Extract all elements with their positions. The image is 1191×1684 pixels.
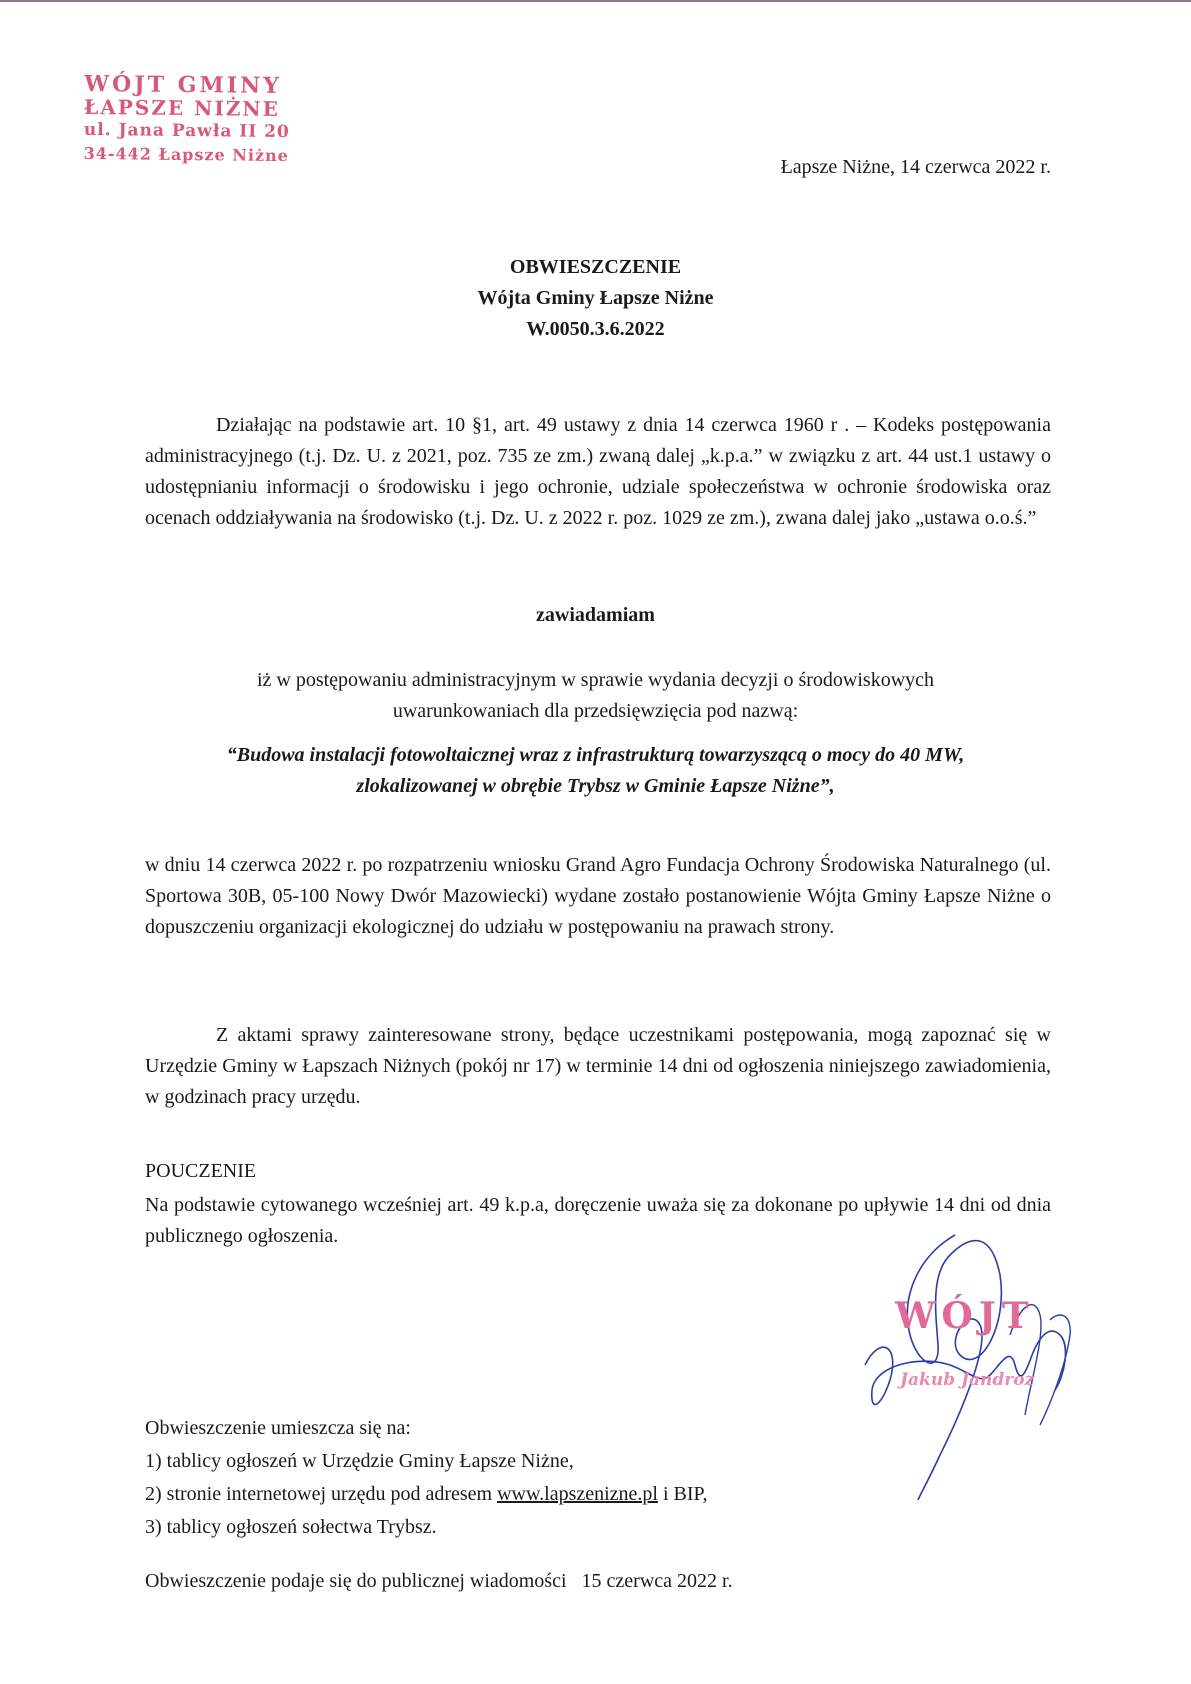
placement-item-3: 3) tablicy ogłoszeń sołectwa Trybsz. — [145, 1516, 437, 1538]
stamp-line-1: WÓJT GMINY — [84, 70, 283, 99]
case-description — [0, 665, 1191, 727]
files-paragraph: Z aktami sprawy zainteresowane strony, będące uczestnikami postępowania, mogą zapoznać się w Urzędzie Gminy w Łapszach Niżnych (pokój nr 17) w terminie 14 dni od ogłoszenia niniejszego zawiadomienia, w godzinach pracy urzędu. — [145, 1024, 1051, 1108]
office-stamp — [83, 70, 291, 167]
placement-list — [145, 1412, 707, 1544]
document-reference: W.0050.3.6.2022 — [526, 318, 665, 340]
top-border-line — [0, 0, 1191, 2]
stamp-line-2: ŁAPSZE NIŻNE — [84, 94, 281, 121]
place-and-date: Łapsze Niżne, 14 czerwca 2022 r. — [780, 156, 1051, 178]
document-subtitle: Wójta Gminy Łapsze Niżne — [477, 287, 714, 309]
document-title: OBWIESZCZENIE — [509, 256, 682, 278]
placement-item-2-text: 2) stronie internetowej urzędu pod adresem — [145, 1483, 498, 1505]
decision-paragraph: w dniu 14 czerwca 2022 r. po rozpatrzeniu wniosku Grand Agro Fundacja Ochrony Środowiska Naturalnego (ul. Sportowa 30B, 05-100 Nowy Dwór Mazowiecki) wydane zostało postanowienie Wójta Gminy Łapsze Niżne o dopuszczeniu organizacji ekologicznej do udziału w postępowaniu na prawach strony. — [145, 854, 1051, 938]
document-heading — [0, 252, 1191, 345]
placement-item-2 — [145, 1478, 707, 1511]
signature-name: Jakub Jandroz — [900, 1370, 1035, 1390]
placement-item-1: 1) tablicy ogłoszeń w Urzędzie Gminy Łapsze Niżne, — [145, 1450, 574, 1472]
stamp-line-3: ul. Jana Pawła II 20 — [83, 119, 290, 143]
project-title — [0, 740, 1191, 802]
placement-intro: Obwieszczenie umieszcza się na: — [145, 1417, 411, 1439]
stamp-line-4: 34-442 Łapsze Niżne — [83, 143, 289, 166]
placement-item-2-suffix: i BIP, — [657, 1483, 708, 1505]
handwritten-signature — [860, 1215, 1080, 1505]
project-title-line-1: “Budowa instalacji fotowoltaicznej wraz z infrastrukturą towarzyszącą o mocy do 40 MW, — [226, 744, 965, 766]
publication-line: Obwieszczenie podaje się do publicznej wiadomości 15 czerwca 2022 r. — [145, 1570, 733, 1592]
project-title-line-2: zlokalizowanej w obrębie Trybsz w Gminie Łapsze Niżne”, — [356, 775, 835, 797]
instruction-text: Na podstawie cytowanego wcześniej art. 49 k.p.a, doręczenie uważa się za dokonane po upływie 14 dni od dnia publicznego ogłoszenia. — [145, 1194, 1051, 1247]
case-line-1: iż w postępowaniu administracyjnym w sprawie wydania decyzji o środowiskowych — [256, 669, 935, 691]
signature-stamp: WÓJT — [895, 1295, 1035, 1337]
website-link[interactable]: www.lapszenizne.pl — [497, 1483, 658, 1505]
case-line-2: uwarunkowaniach dla przedsięwzięcia pod nazwą: — [392, 700, 799, 722]
instruction-heading: POUCZENIE — [145, 1160, 257, 1182]
intro-paragraph: Działając na podstawie art. 10 §1, art. 49 ustawy z dnia 14 czerwca 1960 r . – Kodeks postępowania administracyjnego (t.j. Dz. U. z 2021, poz. 735 ze zm.) zwaną dalej „k.p.a.” w związku z art. 44 ust.1 ustawy o udostępnianiu informacji o środowisku i jego ochronie, udziale społeczeństwa w ochronie środowiska oraz ocenach oddziaływania na środowisko (t.j. Dz. U. z 2022 r. poz. 1029 ze zm.), zwana dalej jako „ustawa o.o.ś.” — [145, 414, 1051, 529]
notify-word: zawiadamiam — [536, 604, 655, 626]
